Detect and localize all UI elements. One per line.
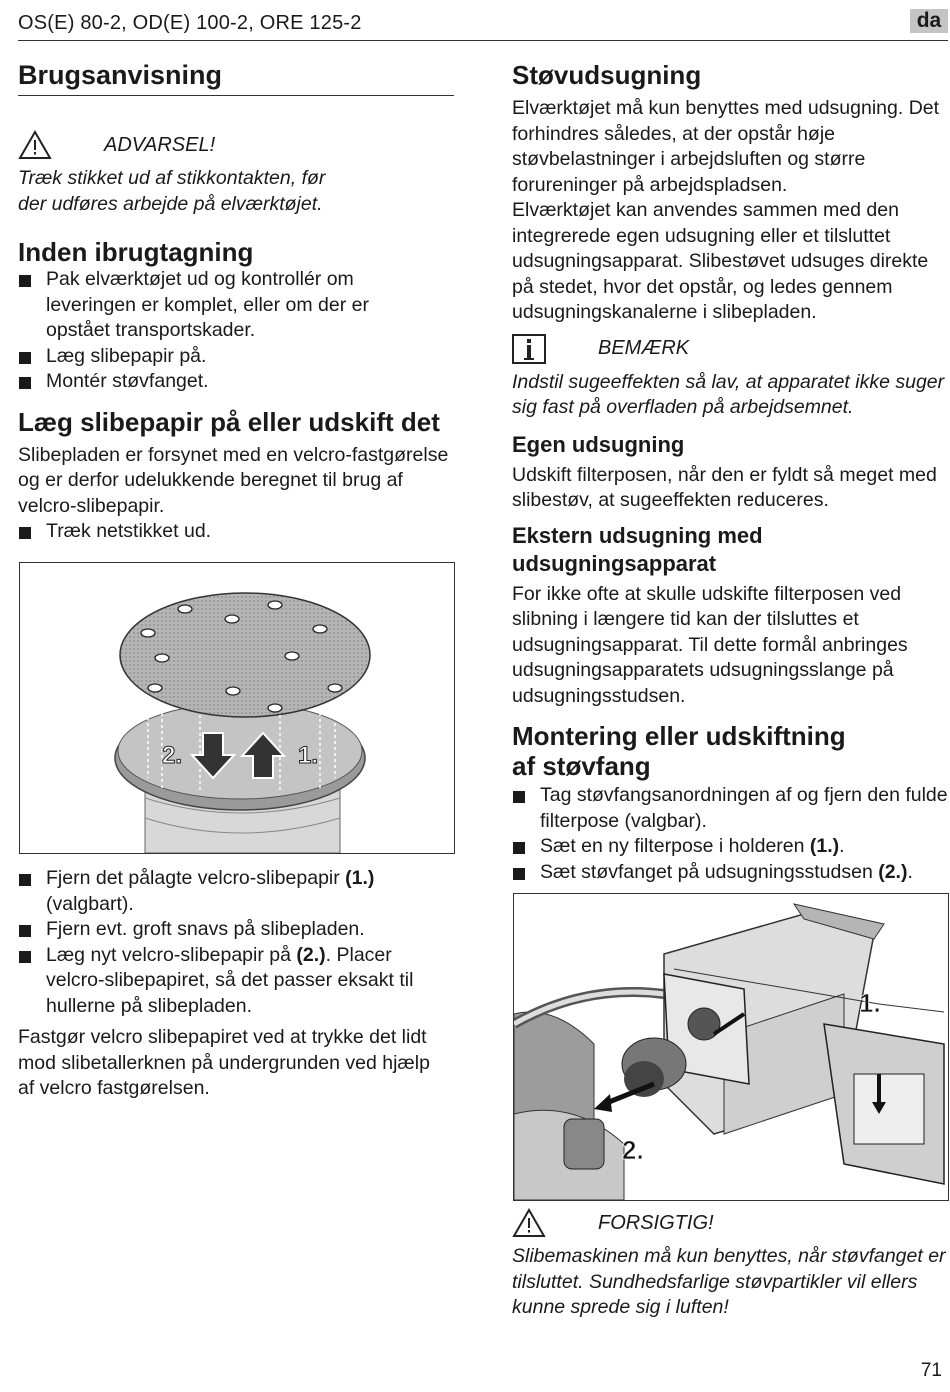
list-item: Sæt støvfanget på udsugningsstudsen (2.). — [512, 860, 948, 886]
figure-label-1: 1. — [859, 988, 881, 1018]
caution-text: Slibemaskinen må kun benyttes, når støvfanget er tilsluttet. Sundhedsfarlige støvpartikler vil ellers kunne sprede sig i luften! — [512, 1245, 946, 1318]
mount-heading-line2: af støvfang — [512, 751, 651, 781]
dust-heading: Støvudsugning — [512, 60, 702, 90]
model-line: OS(E) 80-2, OD(E) 100-2, ORE 125-2 — [18, 12, 362, 34]
caution-heading: FORSIGTIG! — [598, 1211, 714, 1234]
right-column — [512, 60, 948, 885]
list-item: Fjern evt. groft snavs på slibepladen. — [18, 917, 448, 943]
caution-triangle-icon — [512, 1208, 546, 1238]
sandpaper-paragraph: Slibepladen er forsynet med en velcro-fastgørelse og er derfor udelukkende beregnet til brug af velcro-slibepapir. — [18, 443, 449, 517]
dust-paragraph-1: Elværktøjet må kun benyttes med udsugning. Det forhindres således, at der opstår høje støvbelastninger i arbejdsluften og større forureninger på arbejdspladsen. — [512, 97, 940, 196]
header-rule — [18, 40, 948, 41]
figure-label-2: 2. — [622, 1135, 644, 1165]
list-item: Fjern det pålagte velcro-slibepapir (1.) (valgbart). — [18, 866, 448, 917]
own-extraction-text: Udskift filterposen, når den er fyldt så meget med slibestøv, at sugeeffekten reduceres. — [512, 463, 937, 511]
sanding-pad-illustration — [20, 563, 454, 853]
list-item: Sæt en ny filterpose i holderen (1.). — [512, 834, 948, 860]
warning-block — [18, 130, 458, 217]
list-item: Montér støvfanget. — [18, 369, 398, 395]
note-block — [512, 334, 948, 421]
dust-paragraph-2: Elværktøjet kan anvendes sammen med den integrerede egen udsugning eller et tilsluttet udsugningsapparat. Slibestøvet udsuges direkte på stedet, hvor det opstår, og ledes gennem udsugningskanalerne i slibepladen. — [512, 199, 929, 323]
warning-heading: ADVARSEL! — [104, 133, 216, 156]
list-item: Pak elværktøjet ud og kontrollér om leveringen er komplet, eller om der er opstået transportskader. — [18, 267, 398, 344]
language-badge: da — [910, 9, 948, 33]
dust-bag-illustration — [514, 894, 948, 1200]
sanding-pad-figure — [19, 562, 455, 854]
sandpaper-closing: Fastgør velcro slibepapiret ved at trykke det lidt mod slibetallerknen på undergrunden ved hjælp af velcro fastgørelsen. — [18, 1026, 430, 1099]
left-column-lower — [18, 866, 458, 1102]
dust-bag-figure — [513, 893, 949, 1201]
list-item: Læg slibepapir på. — [18, 344, 398, 370]
left-column — [18, 60, 458, 545]
sandpaper-heading: Læg slibepapir på eller udskift det — [18, 406, 440, 437]
sandpaper-prelist — [18, 519, 458, 545]
note-heading: BEMÆRK — [598, 337, 690, 359]
mount-heading-line1: Montering eller udskiftning — [512, 721, 846, 751]
mount-list — [512, 783, 948, 885]
figure-label-1: 1. — [298, 742, 319, 769]
caution-block — [512, 1208, 948, 1321]
warning-text-line1: Træk stikket ud af stikkontakten, før — [18, 167, 326, 189]
note-text: Indstil sugeeffekten så lav, at apparatet ikke suger sig fast på overfladen på arbejdsemnet. — [512, 370, 945, 418]
before-use-heading: Inden ibrugtagning — [18, 237, 254, 267]
page-number: 71 — [920, 1360, 942, 1381]
warning-triangle-icon — [18, 130, 52, 160]
page-title: Brugsanvisning — [18, 60, 454, 96]
warning-text-line2: der udføres arbejde på elværktøjet. — [18, 192, 323, 215]
own-extraction-heading: Egen udsugning — [512, 431, 685, 457]
sandpaper-steps-list — [18, 866, 448, 1019]
before-use-list — [18, 267, 398, 395]
list-item: Tag støvfangsanordningen af og fjern den fulde filterpose (valgbar). — [512, 783, 948, 834]
list-item: Træk netstikket ud. — [18, 519, 458, 545]
list-item: Læg nyt velcro-slibepapir på (2.). Placer velcro-slibepapiret, så det passer eksakt til hullerne på slibepladen. — [18, 943, 448, 1020]
external-extraction-text: For ikke ofte at skulle udskifte filterposen ved slibning i længere tid kan der tilsluttes et udsugningsapparat. Til dette formål anbringes udsugningsapparatets udsugningsslange på udsugningsstudsen. — [512, 582, 908, 707]
info-icon — [512, 334, 546, 364]
external-extraction-heading: Ekstern udsugning med udsugningsapparat — [512, 522, 763, 576]
figure-label-2: 2. — [162, 742, 183, 769]
